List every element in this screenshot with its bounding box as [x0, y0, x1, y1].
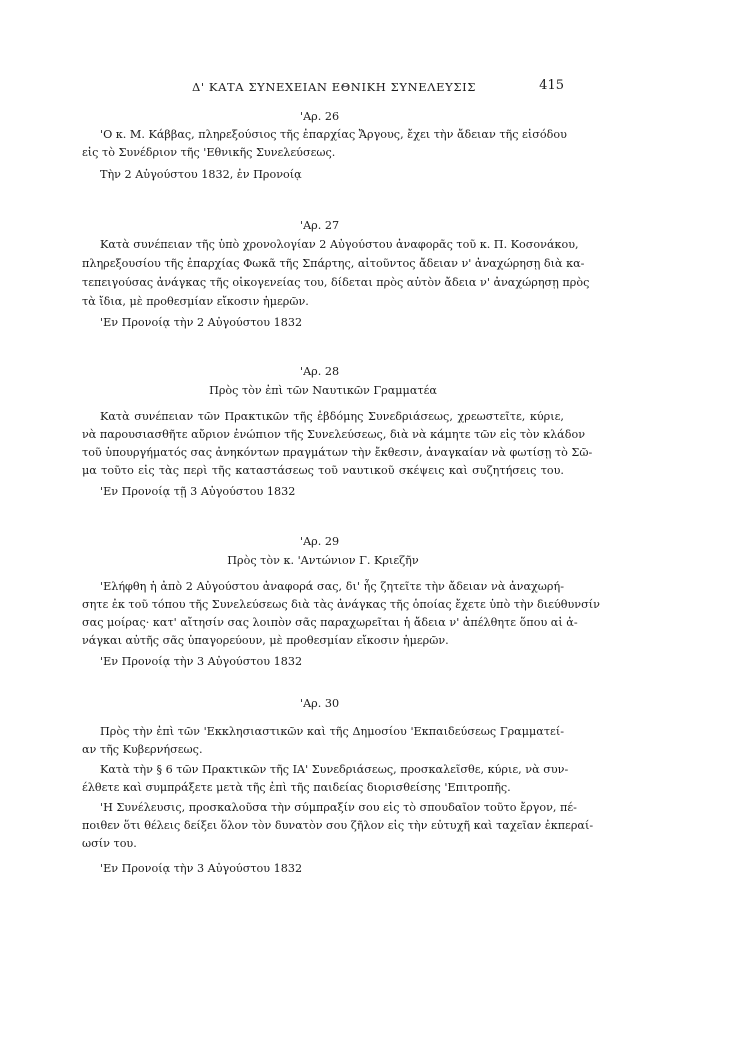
entry-line: τοῦ ὑπουργήματός σας ἀνηκόντων πραγμάτων τὴν ἔκθεσιν, ἀναγκαίαν νὰ φωτίσῃ τὸ Σῶ- — [82, 446, 593, 459]
entry-line: σας μοίρας· κατ' αἴτησίν σας λοιπὸν σᾶς παραχωρεῖται ἡ ἄδεια ν' ἀπέλθητε ὅπου αἱ ἀ- — [82, 616, 578, 629]
entry-line: εἰς τὸ Συνέδριον τῆς 'Εθνικῆς Συνελεύσεως. — [82, 146, 336, 159]
entry-line: αν τῆς Κυβερνήσεως. — [82, 743, 203, 756]
entry-line: σητε ἐκ τοῦ τόπου τῆς Συνελεύσεως διὰ τὰς ἀνάγκας τῆς ὁποίας ἔχετε ὑπὸ τὴν διεύθυνσίν — [82, 598, 600, 611]
entry-line: Κατὰ συνέπειαν τῆς ὑπὸ χρονολογίαν 2 Αὐγούστου ἀναφορᾶς τοῦ κ. Π. Κοσονάκου, — [100, 238, 579, 251]
entry-line: Κατὰ τὴν § 6 τῶν Πρακτικῶν τῆς ΙΑ' Συνεδριάσεως, προσκαλεῖσθε, κύριε, νὰ συν- — [100, 763, 569, 776]
entry-line: Πρὸς τὴν ἐπὶ τῶν 'Εκκλησιαστικῶν καὶ τῆς Δημοσίου 'Εκπαιδεύσεως Γραμματεί- — [100, 725, 564, 738]
entry-line: Κατὰ συνέπειαν τῶν Πρακτικῶν τῆς ἑβδόμης Συνεδριάσεως, χρεωστεῖτε, κύριε, — [100, 410, 564, 423]
entry-line: 'Ελήφθη ἡ ἀπὸ 2 Αὐγούστου ἀναφορά σας, δι' ἧς ζητεῖτε τὴν ἄδειαν νὰ ἀναχωρή- — [100, 580, 564, 593]
entry-line: τεπειγούσας ἀνάγκας τῆς οἰκογενείας του, δίδεται πρὸς αὐτὸν ἄδεια ν' ἀναχώρησῃ πρὸς — [82, 276, 590, 289]
entry-number: 'Αρ. 29 — [300, 535, 340, 548]
entry-line: 'Η Συνέλευσις, προσκαλοῦσα τὴν σύμπραξίν σου εἰς τὸ σπουδαῖον τοῦτο ἔργον, πέ- — [100, 801, 577, 814]
running-title: Δ' ΚΑΤΑ ΣΥΝΕΧΕΙΑΝ ΕΘΝΙΚΗ ΣΥΝΕΛΕΥΣΙΣ — [192, 80, 476, 94]
entry-line: νάγκαι αὐτῆς σᾶς ὑπαγορεύουν, μὲ προθεσμίαν εἴκοσιν ἡμερῶν. — [82, 634, 449, 647]
page-header — [82, 80, 564, 98]
entry-line: ποιθεν ὅτι θέλεις δείξει ὅλον τὸν δυνατὸν σου ζῆλον εἰς τὴν εὐτυχῆ καὶ ταχεῖαν ἐκπεραί- — [82, 819, 594, 832]
entry-recipient: Πρὸς τὸν ἐπὶ τῶν Ναυτικῶν Γραμματέα — [209, 384, 437, 397]
entry-line: ωσίν του. — [82, 837, 137, 850]
entry-number: 'Αρ. 28 — [300, 365, 340, 378]
entry-number: 'Αρ. 30 — [300, 697, 340, 710]
entry-number: 'Αρ. 27 — [300, 219, 340, 232]
page-number: 415 — [539, 78, 564, 93]
entry-date: Τὴν 2 Αὐγούστου 1832, ἐν Προνοίᾳ — [100, 168, 302, 181]
entry-date: 'Εν Προνοίᾳ τὴν 2 Αὐγούστου 1832 — [100, 316, 303, 329]
entry-line: μα τοῦτο εἰς τὰς περὶ τῆς καταστάσεως τοῦ ναυτικοῦ σκέψεις καὶ συζητήσεις του. — [82, 464, 564, 477]
entry-line: πληρεξουσίου τῆς ἐπαρχίας Φωκᾶ τῆς Σπάρτης, αἰτοῦντος ἄδειαν ν' ἀναχώρησῃ διὰ κα- — [82, 257, 585, 270]
entry-line: νὰ παρουσιασθῆτε αὔριον ἐνώπιον τῆς Συνελεύσεως, διὰ νὰ κάμητε τῶν εἰς τὸν κλάδον — [82, 428, 586, 441]
entry-date: 'Εν Προνοίᾳ τῇ 3 Αὐγούστου 1832 — [100, 485, 296, 498]
entry-date: 'Εν Προνοίᾳ τὴν 3 Αὐγούστου 1832 — [100, 862, 303, 875]
entry-recipient: Πρὸς τὸν κ. 'Αντώνιον Γ. Κριεζῆν — [227, 554, 419, 567]
entry-number: 'Αρ. 26 — [300, 110, 340, 123]
entry-line: 'Ο κ. Μ. Κάββας, πληρεξούσιος τῆς ἐπαρχίας Ἄργους, ἔχει τὴν ἄδειαν τῆς εἰσόδου — [100, 128, 567, 141]
entry-line: έλθετε καὶ συμπράξετε μετὰ τῆς ἐπὶ τῆς παιδείας διορισθείσης 'Επιτροπῆς. — [82, 781, 511, 794]
entry-line: τὰ ἴδια, μὲ προθεσμίαν εἴκοσιν ἡμερῶν. — [82, 295, 309, 308]
entry-date: 'Εν Προνοίᾳ τὴν 3 Αὐγούστου 1832 — [100, 655, 303, 668]
